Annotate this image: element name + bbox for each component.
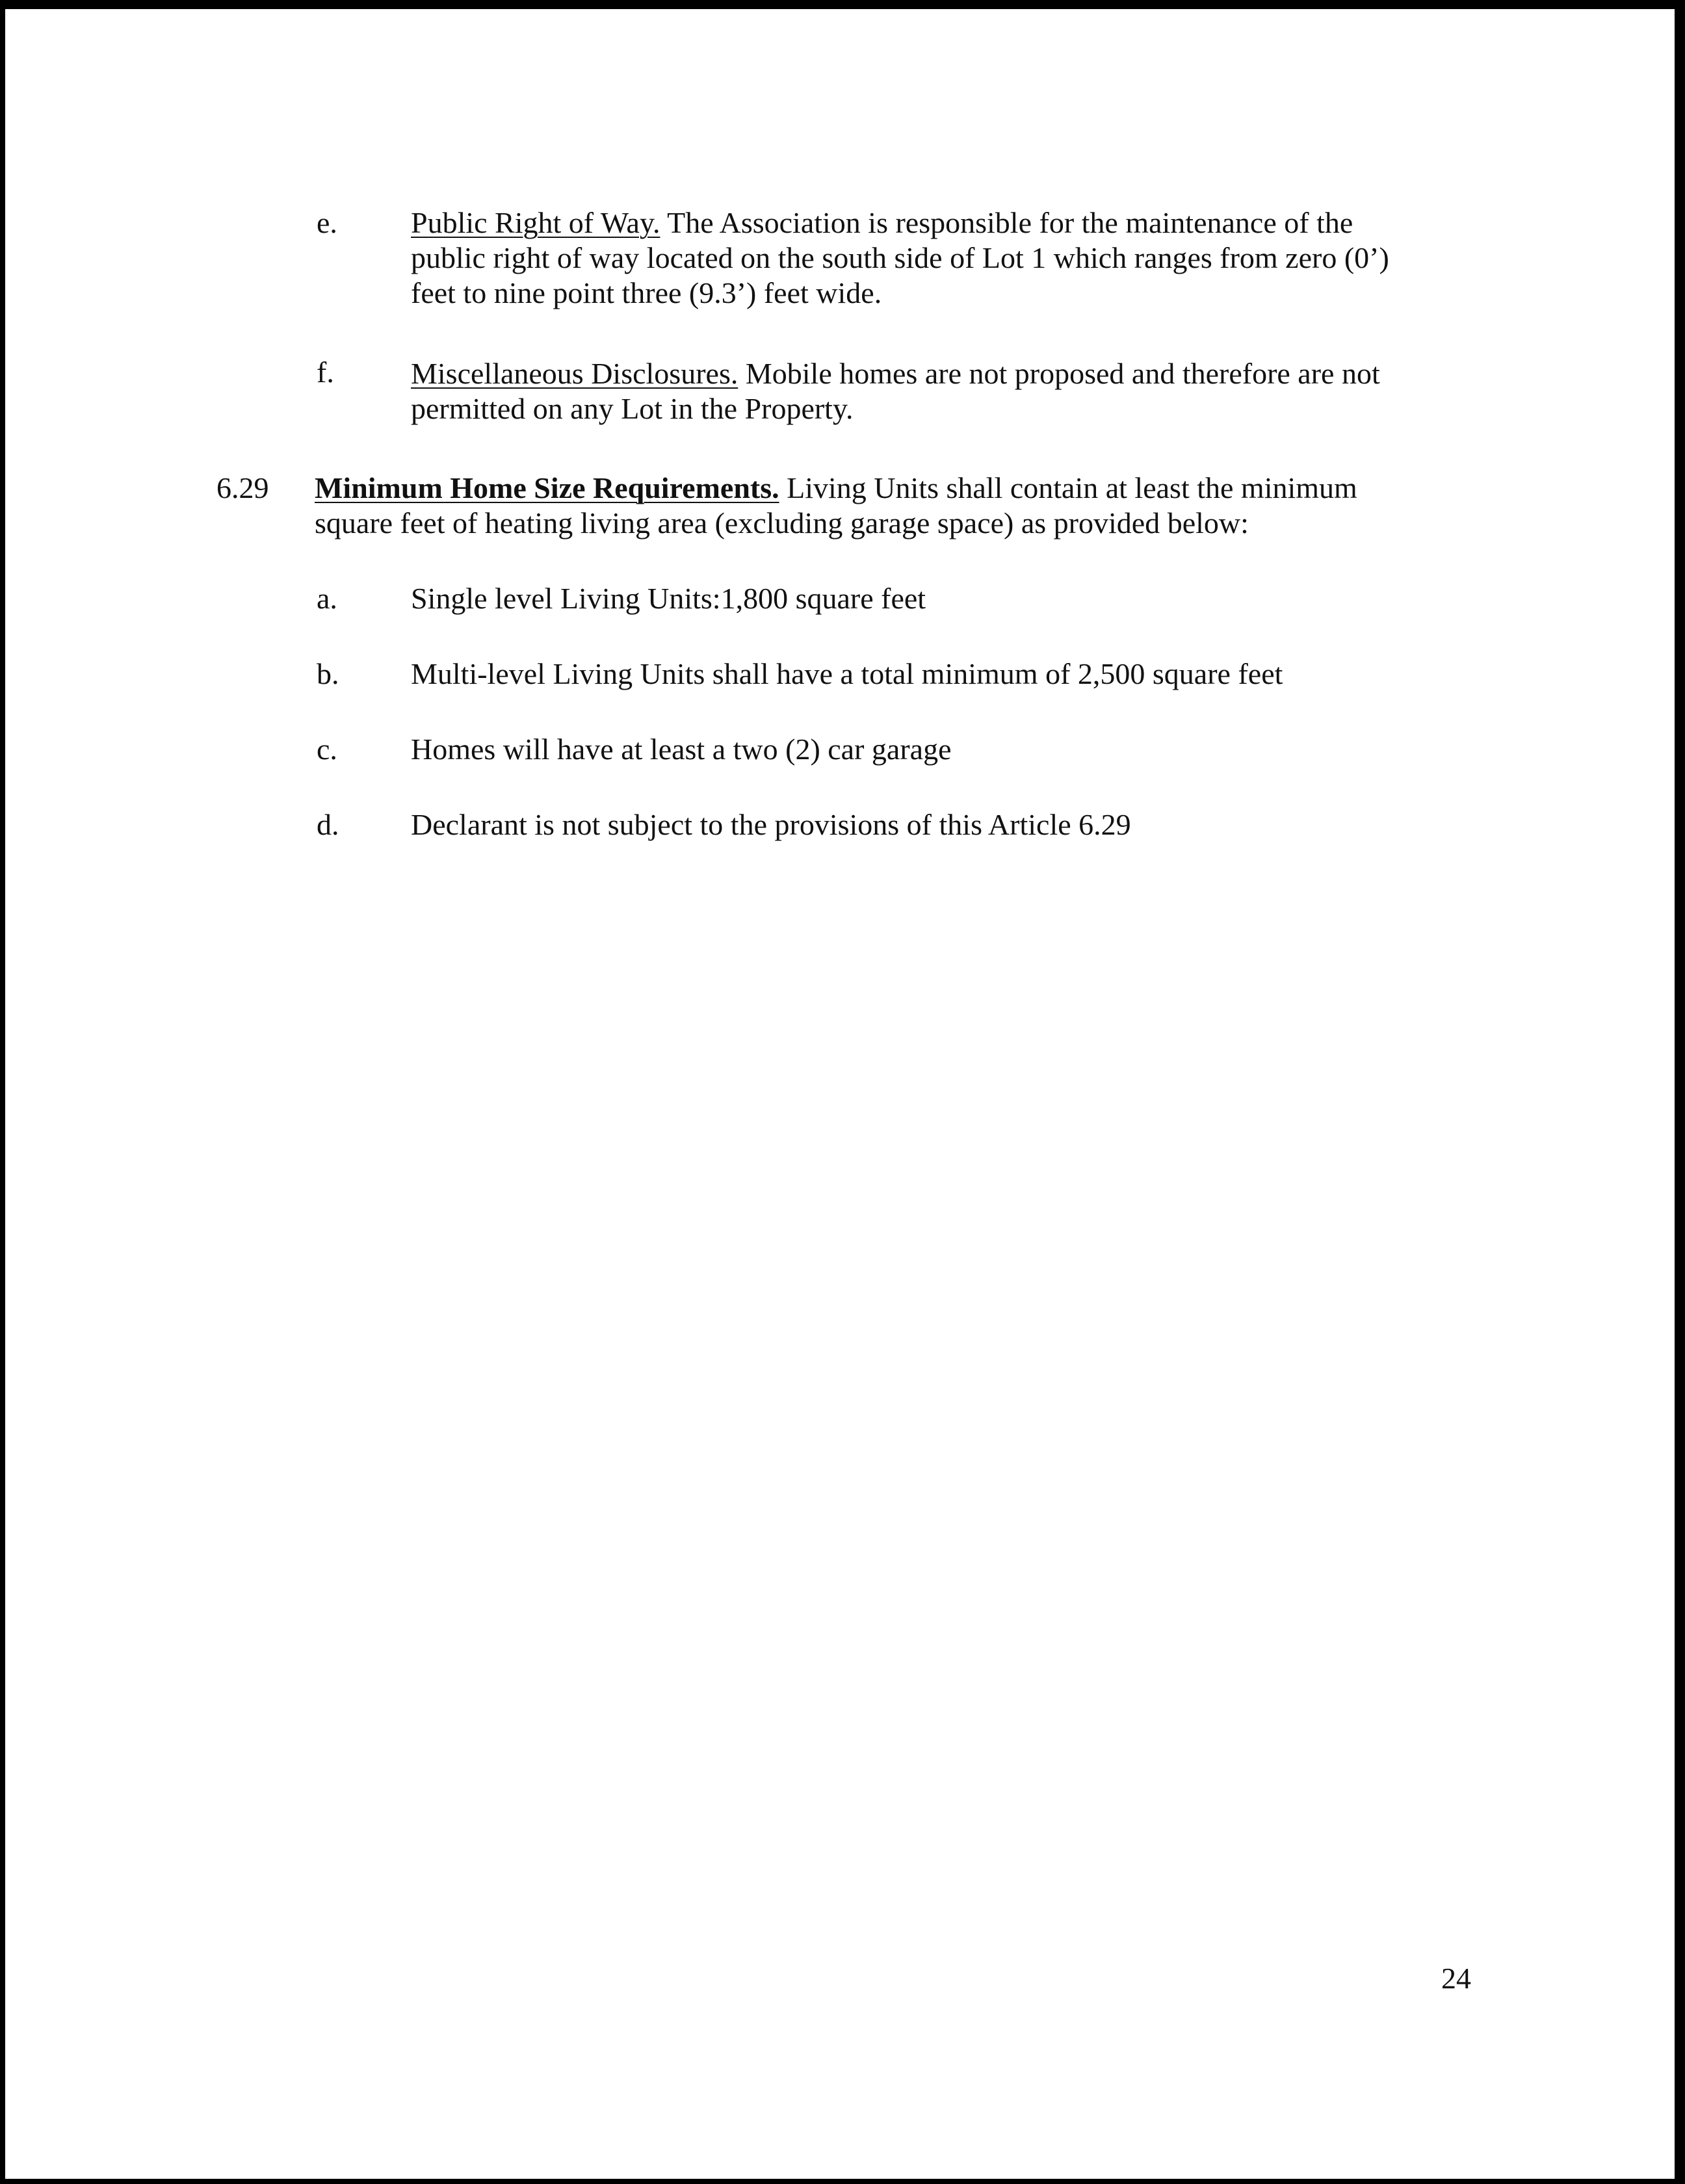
subitem-c-text: Homes will have at least a two (2) car garage: [411, 733, 952, 766]
page-number: 24: [1441, 1962, 1471, 1995]
subitem-b-marker: b.: [317, 657, 339, 690]
section-number: 6.29: [216, 471, 269, 504]
subitem-a-text: Single level Living Units:1,800 square feet: [411, 582, 926, 615]
section-text1: Living Units shall contain at least the minimum: [779, 471, 1357, 504]
item-e-line3: feet to nine point three (9.3’) feet wide.: [411, 276, 882, 309]
item-f-marker: f.: [317, 356, 334, 389]
item-e-marker: e.: [317, 206, 337, 239]
section-line1: [315, 471, 1357, 506]
subitem-b-text: Multi-level Living Units shall have a total minimum of 2,500 square feet: [411, 657, 1283, 690]
subitem-d-marker: d.: [317, 808, 339, 841]
item-e-text1: The Association is responsible for the maintenance of the: [660, 206, 1353, 239]
section-line2: square feet of heating living area (excluding garage space) as provided below:: [315, 506, 1249, 540]
subitem-a-marker: a.: [317, 582, 337, 615]
item-e-line2: public right of way located on the south side of Lot 1 which ranges from zero (0’): [411, 241, 1389, 274]
item-f-heading: Miscellaneous Disclosures.: [411, 357, 738, 390]
section-heading: Minimum Home Size Requirements.: [315, 471, 779, 504]
paper-sheet: [5, 9, 1675, 2179]
item-e-heading: Public Right of Way.: [411, 206, 660, 239]
subitem-d-text: Declarant is not subject to the provisions of this Article 6.29: [411, 808, 1131, 841]
subitem-c-marker: c.: [317, 733, 337, 766]
item-f-text1: Mobile homes are not proposed and therefore are not: [738, 357, 1380, 390]
item-e-line1: [411, 205, 1353, 240]
item-f-line2: permitted on any Lot in the Property.: [411, 392, 854, 425]
item-f-line1: [411, 356, 1380, 391]
